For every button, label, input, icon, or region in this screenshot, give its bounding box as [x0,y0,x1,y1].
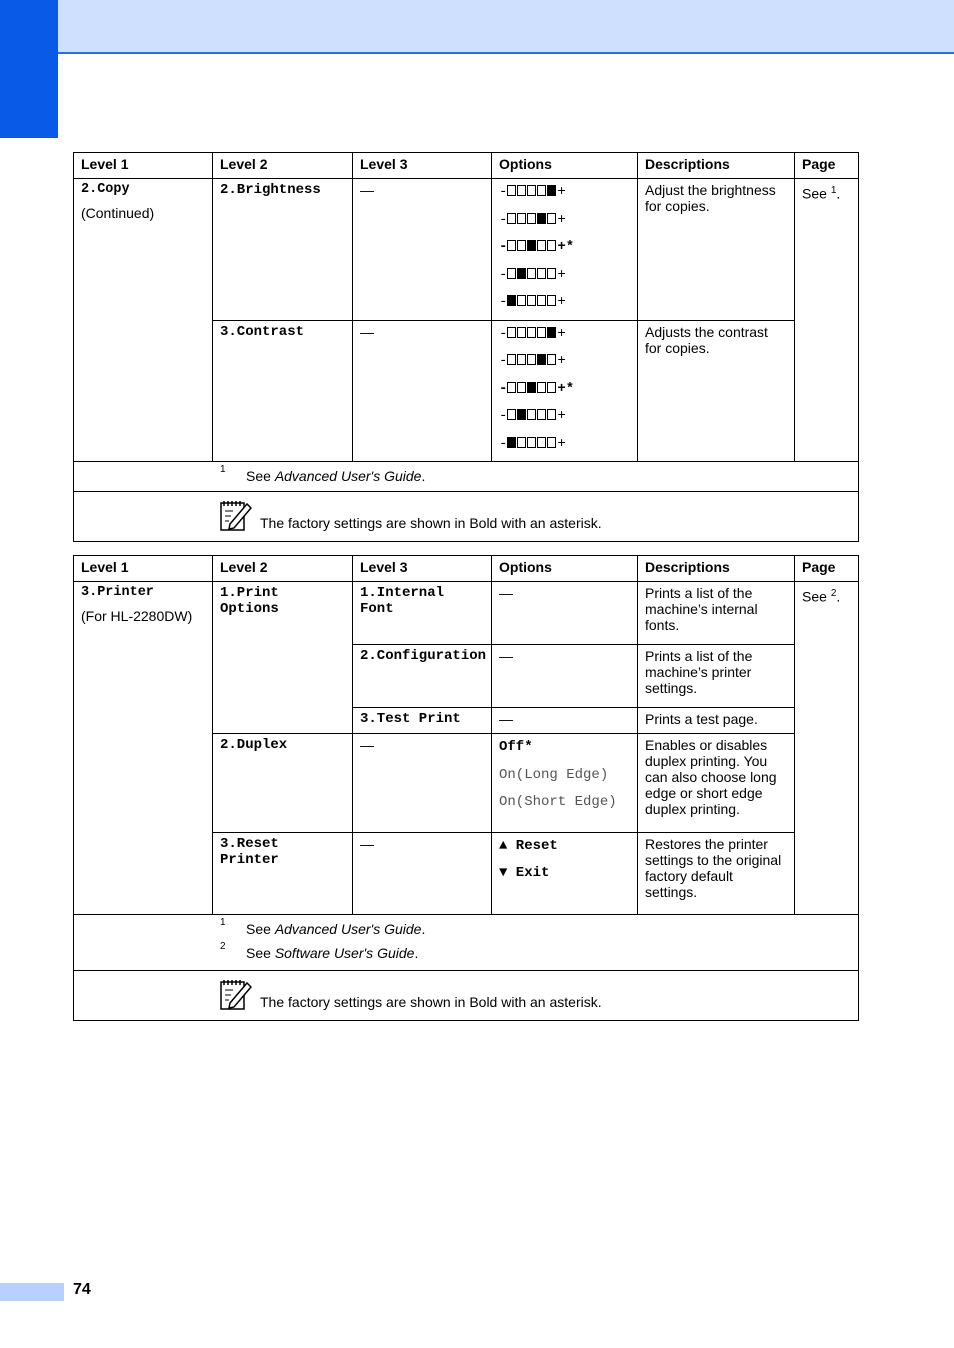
table-row [74,179,859,321]
footnote-2 [220,941,851,961]
level-box-filled [527,382,536,393]
footnote-row [74,462,859,492]
level-box-empty [537,409,546,420]
level1-cell [74,179,213,462]
level-option: - +* [499,239,575,255]
table-header-row [74,153,859,179]
level-box-filled [537,213,546,224]
level-box-empty [547,240,556,251]
header-descriptions: Descriptions [638,153,795,179]
level-option: - + [499,211,566,228]
level-box-empty [517,240,526,251]
level2-contrast: 3.Contrast [213,320,353,462]
header-level3: Level 3 [353,153,492,179]
desc-configuration: Prints a list of the machine’s printer settings. [638,645,795,708]
level-box-empty [507,240,516,251]
level-box-empty [507,213,516,224]
copy-settings-table [73,152,859,542]
header-options: Options [492,153,638,179]
level-box-empty [527,437,536,448]
note-row [74,971,859,1021]
level-box-empty [537,240,546,251]
footnotes [74,462,859,492]
page-ref-suffix: . [836,185,841,202]
level-box-empty [537,327,546,338]
level3-cell: — [353,734,492,833]
level-box-empty [517,382,526,393]
page-ref-prefix: See [802,588,831,605]
footnote-1 [220,917,851,937]
level-box-empty [507,185,516,196]
footnote-guide: Advanced User's Guide [274,468,422,484]
level-box-filled [517,268,526,279]
option-reset: ▲ Reset [499,838,558,854]
page-ref [795,179,859,462]
note-pencil-icon [220,977,252,1010]
header-page: Page [795,153,859,179]
level-box-filled [507,437,516,448]
footnotes [74,915,859,971]
header-level1: Level 1 [74,556,213,582]
level-box-empty [547,295,556,306]
level-box-empty [517,327,526,338]
level-box-empty [507,268,516,279]
options-brightness [492,179,638,321]
level-box-filled [537,354,546,365]
footnote-suffix: . [421,468,426,484]
level-option: - + [499,325,566,342]
level-box-empty [547,382,556,393]
level-box-filled [547,185,556,196]
footnote-prefix: See [246,945,275,961]
level1-name: 3.Printer [81,585,154,600]
level-box-empty [507,382,516,393]
level1-note: (For HL-2280DW) [81,608,193,624]
level-box-empty [527,354,536,365]
level-box-empty [517,354,526,365]
option-short-edge: On(Short Edge) [499,794,617,810]
footnote-number: 1 [220,917,226,928]
footnote-guide: Advanced User's Guide [274,921,422,937]
header-page: Page [795,556,859,582]
footnote-suffix: . [414,945,419,961]
level-box-empty [527,327,536,338]
option-long-edge: On(Long Edge) [499,766,609,783]
header-level3: Level 3 [353,556,492,582]
note-cell [74,492,859,542]
level-box-empty [547,354,556,365]
level1-name: 2.Copy [81,182,130,197]
page-tab [0,1283,64,1301]
option-cell: — [492,645,638,708]
level-box-empty [507,354,516,365]
level3-cell: — [353,833,492,915]
desc-internal-font: Prints a list of the machine’s internal fonts. [638,582,795,645]
note-row [74,492,859,542]
header-options: Options [492,556,638,582]
level-box-empty [537,185,546,196]
level-box-empty [527,268,536,279]
level-option: - + [499,266,566,283]
desc-brightness: Adjust the brightness for copies. [638,179,795,321]
page-ref-sup: 2 [830,588,837,599]
note-pencil-icon [220,498,252,531]
level-box-empty [527,213,536,224]
option-cell: — [492,582,638,645]
level2-print-options: 1.Print Options [213,582,353,734]
level-box-empty [537,268,546,279]
level-box-empty [537,437,546,448]
header-band [0,0,954,54]
level-box-filled [527,240,536,251]
level-box-empty [507,327,516,338]
desc-test-print: Prints a test page. [638,708,795,734]
options-duplex [492,734,638,833]
level-box-filled [547,327,556,338]
page-ref [795,582,859,915]
option-cell: — [492,708,638,734]
header-tab [0,0,58,138]
level-box-empty [537,382,546,393]
level-box-empty [517,437,526,448]
level3-test-print: 3.Test Print [353,708,492,734]
footnote-prefix: See [246,921,275,937]
level-box-empty [527,409,536,420]
options-contrast [492,320,638,462]
level-option: - +* [499,380,575,397]
note-cell [74,971,859,1021]
level-option: - + [499,408,566,424]
level3-configuration: 2.Configuration [353,645,492,708]
level-box-empty [547,213,556,224]
level-box-empty [547,409,556,420]
header-level1: Level 1 [74,153,213,179]
page-ref-sup: 1 [830,185,837,196]
page-ref-prefix: See [802,185,831,202]
page-ref-suffix: . [836,588,841,605]
level3-cell: — [353,320,492,462]
level1-cell [74,582,213,915]
header-level2: Level 2 [213,153,353,179]
level3-cell: — [353,179,492,321]
level-box-empty [547,268,556,279]
level-box-empty [527,185,536,196]
table-header-row [74,556,859,582]
level2-reset-printer: 3.Reset Printer [213,833,353,915]
level2-duplex: 2.Duplex [213,734,353,833]
printer-settings-table [73,555,859,1021]
level-box-empty [527,295,536,306]
table-row [74,582,859,645]
level1-note: (Continued) [81,205,155,221]
footnote-1 [220,464,851,484]
page-number: 74 [73,1281,91,1298]
level3-internal-font: 1.Internal Font [353,582,492,645]
level-box-empty [537,295,546,306]
note-text: The factory settings are shown in Bold with an asterisk. [260,515,602,531]
level-box-empty [517,213,526,224]
footnote-suffix: . [421,921,426,937]
footnote-number: 2 [220,941,226,952]
option-off: Off* [499,739,533,755]
option-exit: ▼ Exit [499,865,550,881]
level-box-empty [547,437,556,448]
footnote-prefix: See [246,468,275,484]
level2-brightness: 2.Brightness [213,179,353,321]
desc-duplex: Enables or disables duplex printing. You can also choose long edge or short edge duplex printing. [638,734,795,833]
footnote-guide: Software User's Guide [274,945,415,961]
footnote-number: 1 [220,464,226,475]
level-box-empty [517,295,526,306]
level-option: - + [499,184,566,200]
level-option: - + [499,294,566,310]
level-option: - + [499,353,566,369]
options-reset [492,833,638,915]
level-box-empty [507,409,516,420]
footnote-row [74,915,859,971]
level-box-empty [517,185,526,196]
note-text: The factory settings are shown in Bold with an asterisk. [260,994,602,1010]
level-box-filled [507,295,516,306]
header-descriptions: Descriptions [638,556,795,582]
header-level2: Level 2 [213,556,353,582]
level-option: - + [499,435,566,452]
level-box-filled [517,409,526,420]
desc-contrast: Adjusts the contrast for copies. [638,320,795,462]
desc-reset: Restores the printer settings to the original factory default settings. [638,833,795,915]
